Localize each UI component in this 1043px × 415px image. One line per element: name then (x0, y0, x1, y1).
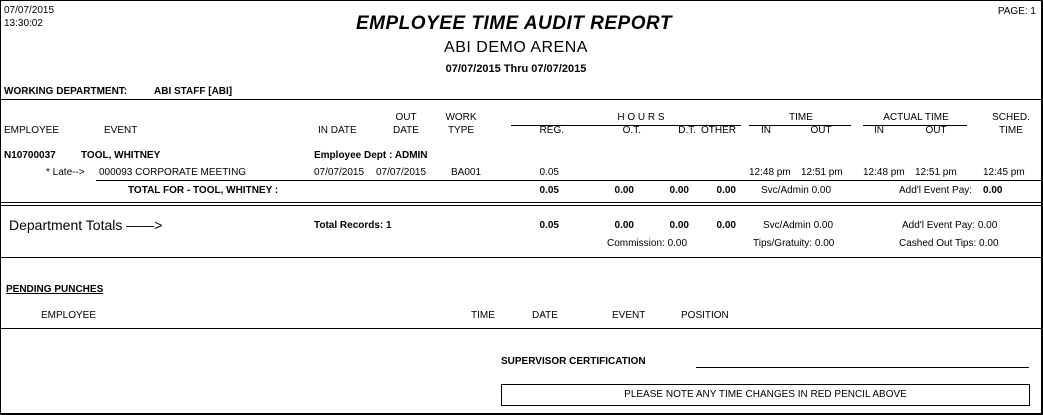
col-dt: D.T. (678, 125, 696, 136)
dept-cashed-tips: Cashed Out Tips: 0.00 (899, 238, 999, 249)
row-reg-hours: 0.05 (539, 167, 559, 178)
col-work-top: WORK (445, 112, 477, 123)
divider (1, 328, 1041, 329)
department-label: WORKING DEPARTMENT: (4, 86, 128, 97)
employee-name: TOOL, WHITNEY (81, 150, 161, 161)
total-records: Total Records: 1 (314, 220, 392, 231)
row-in-date: 07/07/2015 (314, 167, 365, 178)
pending-col-time: TIME (471, 310, 495, 321)
row-out-date: 07/07/2015 (376, 167, 427, 178)
col-sched-top: SCHED. (992, 112, 1030, 123)
col-employee: EMPLOYEE (4, 125, 60, 136)
dept-event-pay: Add'l Event Pay: 0.00 (902, 220, 998, 231)
total-ot: 0.00 (614, 185, 634, 196)
red-pencil-note: PLEASE NOTE ANY TIME CHANGES IN RED PENCIL ABOVE (624, 389, 907, 400)
divider (1, 202, 1041, 203)
pending-col-employee: EMPLOYEE (41, 310, 97, 321)
col-time-group: TIME (789, 112, 813, 123)
department-totals-label: Department Totals ——> (9, 217, 163, 233)
venue-name: ABI DEMO ARENA (444, 39, 588, 56)
total-event-pay: 0.00 (983, 185, 1003, 196)
employee-dept: Employee Dept : ADMIN (314, 150, 428, 161)
print-date: 07/07/2015 (4, 5, 55, 16)
row-actual-in: 12:48 pm (863, 167, 905, 178)
col-event: EVENT (104, 125, 138, 136)
dept-dt: 0.00 (669, 220, 689, 231)
col-actual-in: IN (874, 125, 884, 136)
total-event-pay-label: Add'l Event Pay: (899, 185, 973, 196)
department-value: ABI STAFF [ABI] (154, 86, 233, 97)
col-sched-time: TIME (999, 125, 1023, 136)
date-range: 07/07/2015 Thru 07/07/2015 (445, 63, 587, 75)
pending-col-date: DATE (532, 310, 558, 321)
row-work-type: BA001 (451, 167, 482, 178)
col-out-top: OUT (395, 112, 417, 123)
pending-col-position: POSITION (681, 310, 729, 321)
col-actual-out: OUT (925, 125, 947, 136)
pending-col-event: EVENT (612, 310, 646, 321)
dept-svc-admin: Svc/Admin 0.00 (763, 220, 834, 231)
dept-reg: 0.05 (539, 220, 559, 231)
employee-total-label: TOTAL FOR - TOOL, WHITNEY : (128, 185, 279, 196)
col-ot: O.T. (622, 125, 641, 136)
dept-tips: Tips/Gratuity: 0.00 (753, 238, 835, 249)
divider (1, 99, 1041, 100)
col-work-type: TYPE (447, 125, 475, 136)
divider (1, 205, 1041, 206)
report-title: EMPLOYEE TIME AUDIT REPORT (356, 13, 672, 34)
col-reg: REG. (539, 125, 564, 136)
dept-ot: 0.00 (614, 220, 634, 231)
col-actual-time-group: ACTUAL TIME (883, 112, 949, 123)
print-time: 13:30:02 (4, 18, 43, 29)
pending-punches-heading: PENDING PUNCHES (6, 284, 104, 295)
late-flag: * Late--> (46, 167, 85, 178)
row-time-out: 12:51 pm (801, 167, 843, 178)
col-time-in: IN (761, 125, 771, 136)
divider (96, 180, 1041, 181)
col-other: OTHER (701, 125, 736, 136)
col-in-date: IN DATE (318, 125, 357, 136)
col-out-date: DATE (393, 125, 419, 136)
dept-other: 0.00 (716, 220, 736, 231)
col-time-out: OUT (810, 125, 832, 136)
row-event: 000093 CORPORATE MEETING (99, 167, 247, 178)
supervisor-certification-label: SUPERVISOR CERTIFICATION (501, 356, 646, 367)
note-box (501, 384, 1030, 406)
col-hours-group: H O U R S (617, 112, 665, 123)
total-dt: 0.00 (669, 185, 689, 196)
divider (1, 257, 1041, 258)
row-sched: 12:45 pm (983, 167, 1025, 178)
signature-line (696, 367, 1029, 368)
row-time-in: 12:48 pm (749, 167, 791, 178)
total-reg: 0.05 (539, 185, 559, 196)
total-other: 0.00 (716, 185, 736, 196)
dept-commission: Commission: 0.00 (607, 238, 688, 249)
total-svc-admin: Svc/Admin 0.00 (761, 185, 832, 196)
row-actual-out: 12:51 pm (915, 167, 957, 178)
employee-id: N10700037 (4, 150, 56, 161)
page-number: PAGE: 1 (997, 6, 1036, 17)
